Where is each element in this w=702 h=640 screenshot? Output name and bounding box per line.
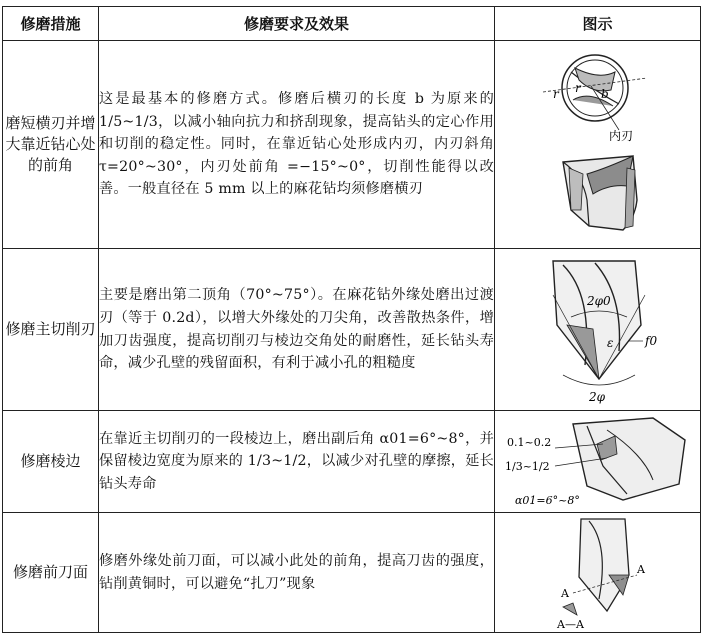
measure-cell: 修磨前刀面 [3,513,99,633]
description-cell: 在靠近主切削刃的一段棱边上，磨出副后角 α01=6°~8°，并保留棱边宽度为原来的 1/3~1/2，以减少对孔壁的摩擦，延长钻头寿命 [99,411,495,513]
description-cell: 修磨外缘处前刀面，可以减小此处的前角，提高刀齿的强度，钻削黄铜时，可以避免“扎刀”现象 [99,513,495,633]
figure-cell [495,513,701,633]
measure-cell: 修磨棱边 [3,411,99,513]
label-r2: r [574,80,581,95]
label-b: b [600,86,609,101]
label-inner-edge: 内刃 [608,128,633,143]
label-2phi0: 2φ0 [586,293,611,308]
measure-cell: 磨短横刃并增大靠近钻心处的前角 [3,41,99,249]
label-f0: f0 [644,333,657,348]
table-row [3,249,701,411]
header-requirement: 修磨要求及效果 [99,7,495,41]
header-measure: 修磨措施 [3,7,99,41]
main-edge-figure [523,255,673,405]
measure-cell: 修磨主切削刃 [3,249,99,411]
drill-tip-perspective [563,156,637,230]
label-epsilon: ε [606,335,613,350]
figure-cell [495,411,701,513]
label-ratio: 1/3~1/2 [504,459,550,473]
header-row [3,7,701,41]
label-2phi: 2φ [588,389,605,404]
label-alpha: α01=6°~8° [514,493,580,507]
label-section-a-left: A [560,586,569,600]
label-section-aa: A—A [556,617,584,631]
chisel-edge-figure [523,50,673,240]
header-figure: 图示 [495,7,701,41]
rake-face-figure [533,515,663,631]
label-r1: r [552,86,559,101]
figure-cell [495,41,701,249]
description-cell: 这是最基本的修磨方式。修磨后横刃的长度 b 为原来的 1/5~1/3，以减小轴向抗力和挤刮现象，提高钻头的定心作用和切削的稳定性。同时，在靠近钻心处形成内刃，内刃斜角 τ=20°~30°，内刃处前角 =−15°~0°，切削性能得以改善。一般直径在 5 mm 以上的麻花钻均须修磨横刃 [99,41,495,249]
table-row [3,411,701,513]
label-width: 0.1~0.2 [506,435,551,449]
label-section-a-right: A [636,562,645,576]
drill-grinding-table [2,6,701,633]
description-cell: 主要是磨出第二顶角（70°~75°）。在麻花钻外缘处磨出过渡刃（等于 0.2d），以增大外缘处的刀尖角，改善散热条件，增加刀齿强度，提高切削刃与棱边交角处的耐磨性，延长钻头寿命，减少孔壁的残留面积，有利于减小孔的粗糙度 [99,249,495,411]
table-row [3,513,701,633]
table-row [3,41,701,249]
figure-cell [495,249,701,411]
land-figure [503,414,693,510]
